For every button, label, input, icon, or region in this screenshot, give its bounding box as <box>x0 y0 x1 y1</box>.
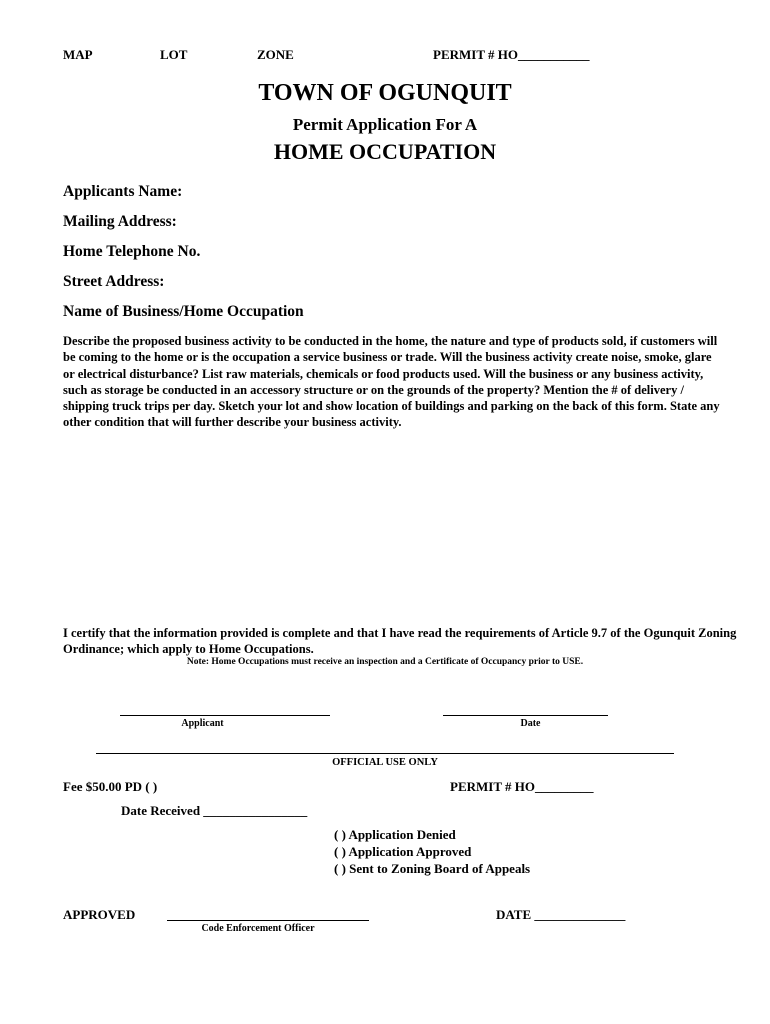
fee-paid-field: Fee $50.00 PD ( ) <box>63 779 158 794</box>
applicant-signature-line <box>120 715 330 716</box>
form-title: HOME OCCUPATION <box>273 139 497 164</box>
approved-label: APPROVED <box>63 907 136 922</box>
form-subtitle: Permit Application For A <box>292 115 478 134</box>
street-address-field: Street Address: <box>63 273 165 290</box>
approval-date-field: DATE ______________ <box>496 907 626 922</box>
official-use-divider <box>96 753 674 754</box>
mailing-address-field: Mailing Address: <box>63 213 177 230</box>
lot-label: LOT <box>160 47 188 62</box>
code-enforcement-officer-caption: Code Enforcement Officer <box>201 923 315 934</box>
option-application-approved: ( ) Application Approved <box>334 844 472 859</box>
date-caption: Date <box>520 718 541 729</box>
certification-statement: I certify that the information provided is complete and that I have read the requirements of Article 9.7 of the Ogunquit Zoning Ordinance; which apply to Home Occupations. <box>63 626 737 656</box>
map-label: MAP <box>63 47 93 62</box>
business-description-instructions: Describe the proposed business activity to be conducted in the home, the nature and type of products sold, if customers will be coming to the home or is the occupation a service business or trade. Will the business activity create noise, smoke, glare or electrical disturbance? List raw materials, chemicals or food products used. Will the business or any business activity, such as storage be conducted in an accessory structure or on the grounds of the property? Mention the # of delivery / shipping truck trips per day. Sketch your lot and show location of buildings and parking on the back of this form. State any other condition that will further describe your business activity. <box>63 334 720 430</box>
official-use-heading: OFFICIAL USE ONLY <box>332 757 438 768</box>
permit-number-label: PERMIT # HO___________ <box>433 47 590 62</box>
applicant-caption: Applicant <box>181 718 224 729</box>
officer-signature-line <box>167 920 369 921</box>
date-signature-line <box>443 715 608 716</box>
inspection-note: Note: Home Occupations must receive an inspection and a Certificate of Occupancy prior to USE. <box>186 657 584 667</box>
option-sent-to-zoning-board: ( ) Sent to Zoning Board of Appeals <box>334 861 531 876</box>
town-title: TOWN OF OGUNQUIT <box>258 80 512 106</box>
option-application-denied: ( ) Application Denied <box>334 827 456 842</box>
business-name-field: Name of Business/Home Occupation <box>63 303 304 320</box>
home-telephone-field: Home Telephone No. <box>63 243 201 260</box>
official-permit-number: PERMIT # HO_________ <box>450 779 594 794</box>
zone-label: ZONE <box>257 47 294 62</box>
date-received-field: Date Received ________________ <box>121 803 308 818</box>
applicant-name-field: Applicants Name: <box>63 183 183 200</box>
